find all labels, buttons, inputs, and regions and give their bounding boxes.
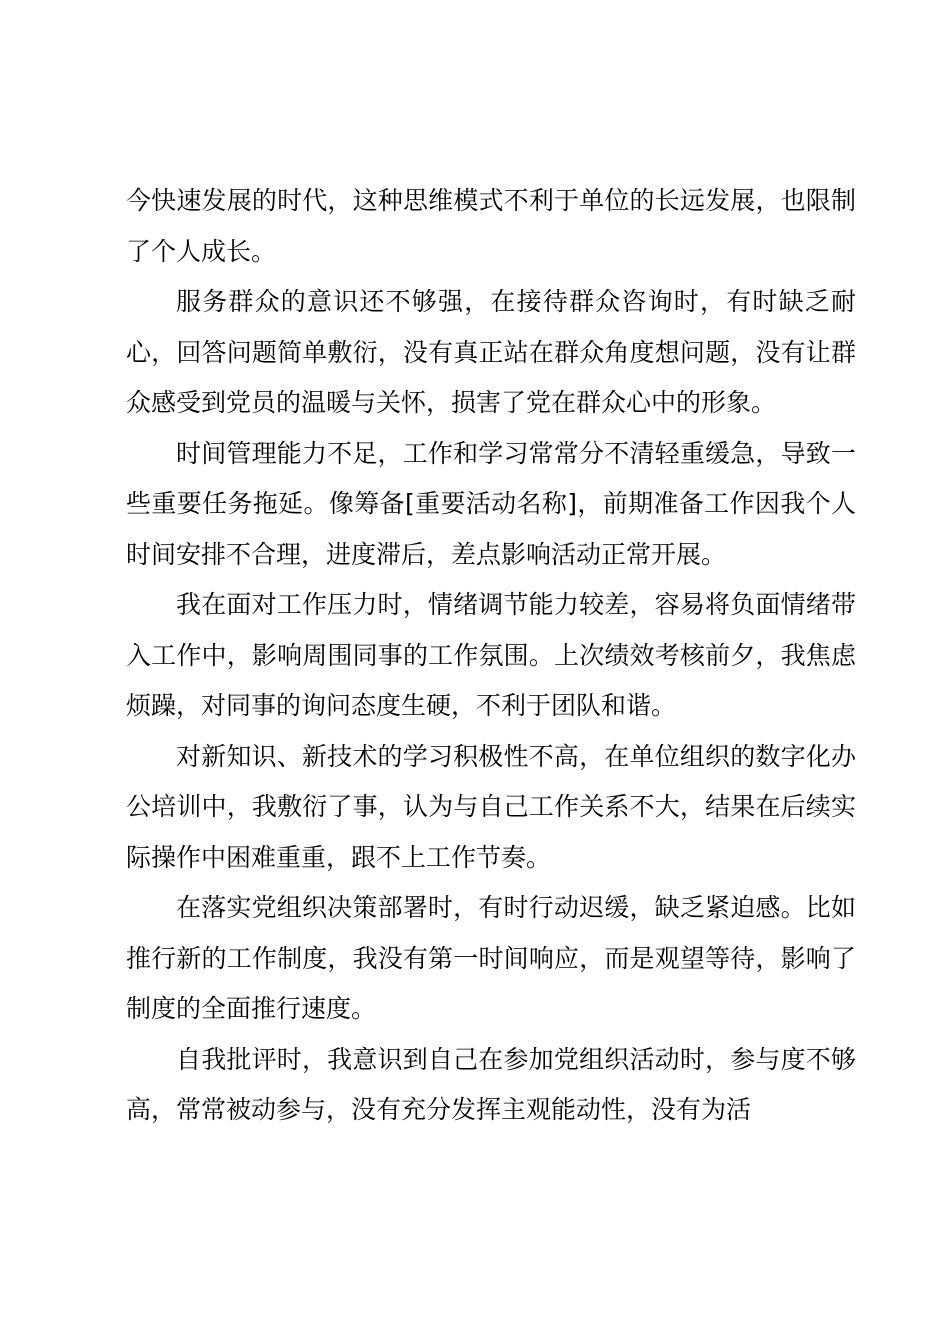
paragraph-2: 服务群众的意识还不够强，在接待群众咨询时，有时缺乏耐心，回答问题简单敷衍，没有真正站在群众角度想问题，没有让群众感受到党员的温暖与关怀，损害了党在群众心中的形象。	[126, 287, 856, 417]
paragraph-3: 时间管理能力不足，工作和学习常常分不清轻重缓急，导致一些重要任务拖延。像筹备[重要活动名称]，前期准备工作因我个人时间安排不合理，进度滞后，差点影响活动正常开展。	[126, 438, 856, 569]
paragraph-7: 自我批评时，我意识到自己在参加党组织活动时，参与度不够高，常常被动参与，没有充分发挥主观能动性，没有为活	[126, 1044, 856, 1124]
paragraph-4: 我在面对工作压力时，情绪调节能力较差，容易将负面情绪带入工作中，影响周围同事的工作氛围。上次绩效考核前夕，我焦虑烦躁，对同事的询问态度生硬，不利于团队和谐。	[126, 590, 856, 720]
paragraph-1: 今快速发展的时代，这种思维模式不利于单位的长远发展，也限制了个人成长。	[126, 186, 856, 266]
paragraph-5: 对新知识、新技术的学习积极性不高，在单位组织的数字化办公培训中，我敷衍了事，认为与自己工作关系不大，结果在后续实际操作中困难重重，跟不上工作节奏。	[126, 741, 856, 872]
paragraph-6: 在落实党组织决策部署时，有时行动迟缓，缺乏紧迫感。比如推行新的工作制度，我没有第一时间响应，而是观望等待，影响了制度的全面推行速度。	[126, 893, 856, 1023]
document-body	[126, 176, 856, 1136]
